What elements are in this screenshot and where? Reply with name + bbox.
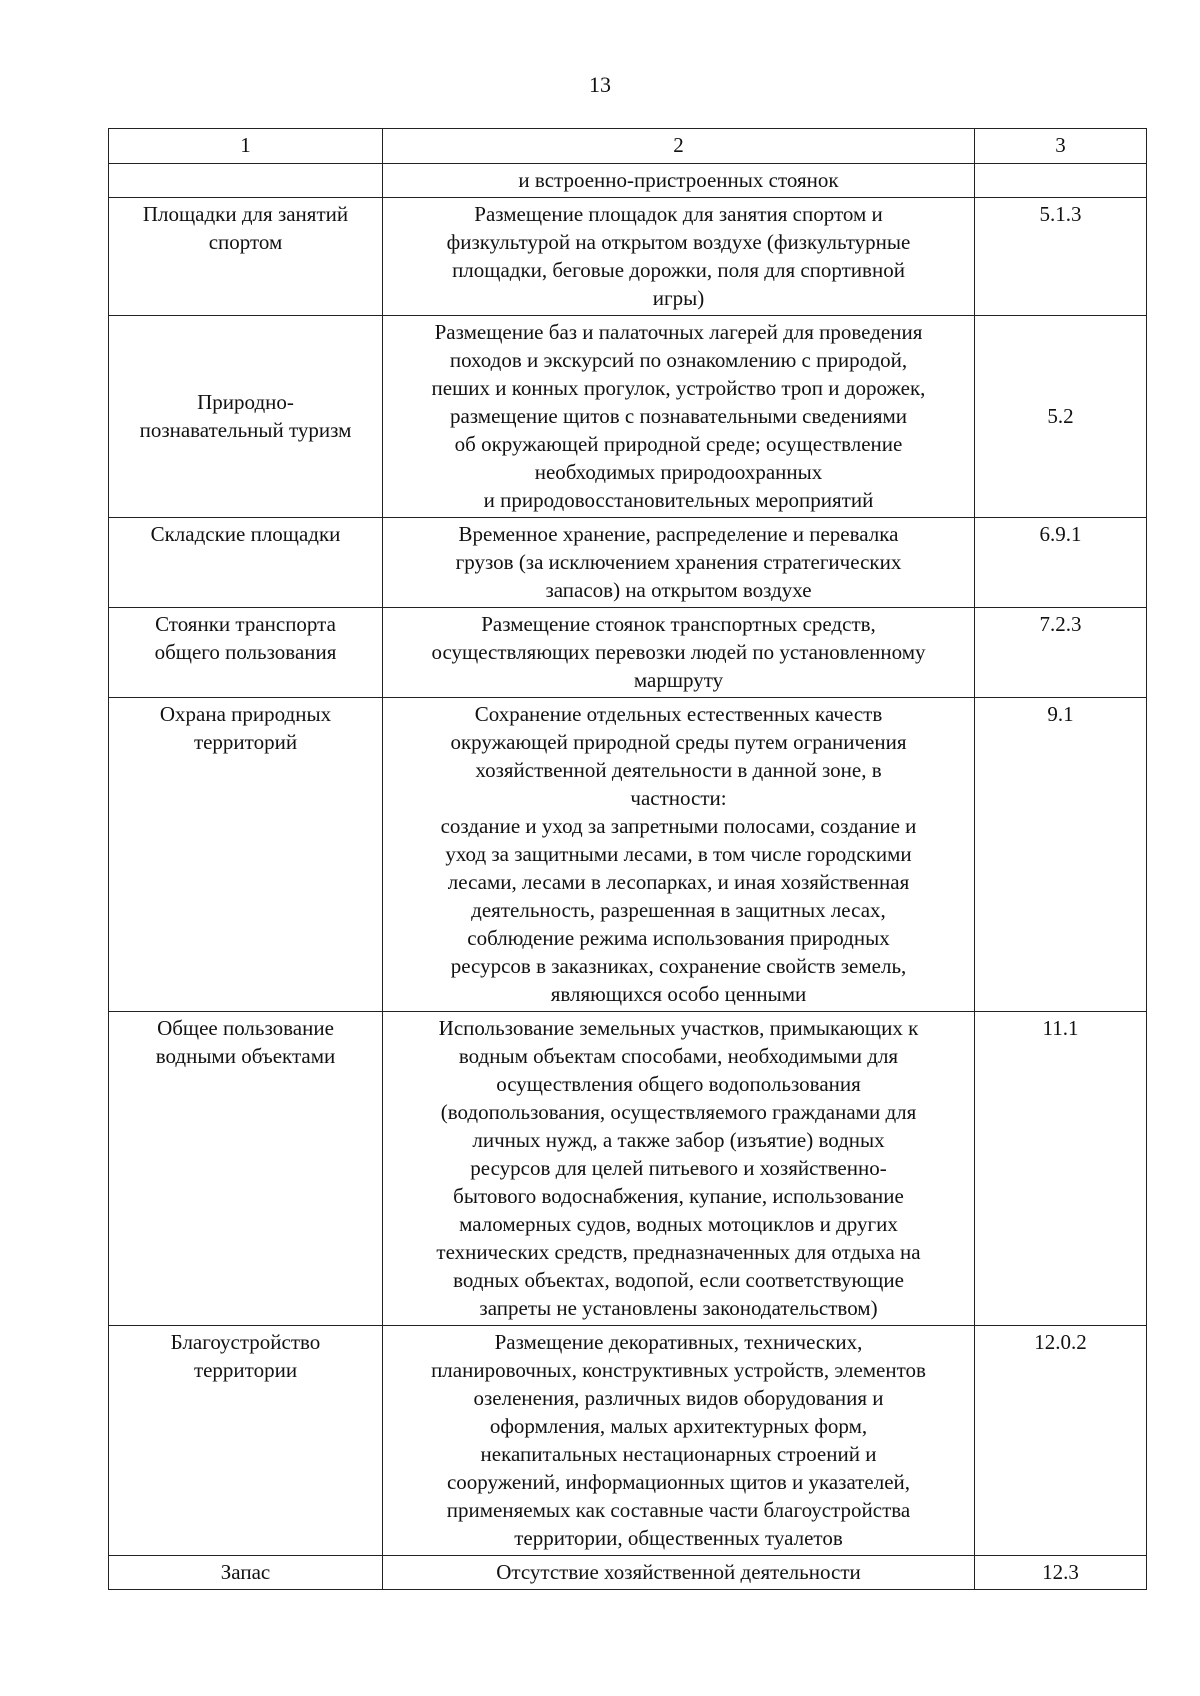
use-code-cell: 7.2.3 xyxy=(975,608,1147,698)
use-name-cell: Благоустройство территории xyxy=(109,1326,383,1556)
table-row xyxy=(109,164,1147,198)
use-name-cell: Стоянки транспорта общего пользования xyxy=(109,608,383,698)
use-description-cell: Размещение стоянок транспортных средств, осуществляющих перевозки людей по установленному маршруту xyxy=(383,608,975,698)
table-row xyxy=(109,198,1147,316)
use-code-cell: 12.3 xyxy=(975,1556,1147,1590)
table-header-row xyxy=(109,129,1147,164)
page-number: 13 xyxy=(589,72,611,97)
header-cell-2: 2 xyxy=(383,129,975,164)
use-code-cell: 5.1.3 xyxy=(975,198,1147,316)
use-code-cell: 12.0.2 xyxy=(975,1326,1147,1556)
table-row xyxy=(109,316,1147,518)
use-name-cell: Площадки для занятий спортом xyxy=(109,198,383,316)
table-row xyxy=(109,1556,1147,1590)
use-description-cell: Отсутствие хозяйственной деятельности xyxy=(383,1556,975,1590)
use-name-cell: Охрана природных территорий xyxy=(109,698,383,1012)
use-code-cell: 5.2 xyxy=(975,316,1147,518)
use-name-cell: Запас xyxy=(109,1556,383,1590)
use-name-cell: Природно- познавательный туризм xyxy=(109,316,383,518)
table-row xyxy=(109,518,1147,608)
header-cell-3: 3 xyxy=(975,129,1147,164)
use-code-cell xyxy=(975,164,1147,198)
use-code-cell: 11.1 xyxy=(975,1012,1147,1326)
use-description-cell: Использование земельных участков, примыкающих к водным объектам способами, необходимыми для осуществления общего водопользования (водопользования, осуществляемого гражданами для личных нужд, а также забор (изъятие) водных ресурсов для целей питьевого и хозяйственно- бытового водоснабжения, купание, использование маломерных судов, водных мотоциклов и других технических средств, предназначенных для отдыха на водных объектах, водопой, если соответствующие запреты не установлены законодательством) xyxy=(383,1012,975,1326)
use-description-cell: Размещение декоративных, технических, планировочных, конструктивных устройств, элементов озеленения, различных видов оборудования и оформления, малых архитектурных форм, некапитальных нестационарных строений и сооружений, информационных щитов и указателей, применяемых как составные части благоустройства территории, общественных туалетов xyxy=(383,1326,975,1556)
use-name-cell: Общее пользование водными объектами xyxy=(109,1012,383,1326)
use-description-cell: и встроенно-пристроенных стоянок xyxy=(383,164,975,198)
table-row xyxy=(109,608,1147,698)
table-row xyxy=(109,698,1147,1012)
use-name-cell: Складские площадки xyxy=(109,518,383,608)
use-description-cell: Размещение площадок для занятия спортом и физкультурой на открытом воздухе (физкультурные площадки, беговые дорожки, поля для спортивной игры) xyxy=(383,198,975,316)
use-code-cell: 9.1 xyxy=(975,698,1147,1012)
use-description-cell: Размещение баз и палаточных лагерей для проведения походов и экскурсий по ознакомлению с природой, пеших и конных прогулок, устройство троп и дорожек, размещение щитов с познавательными сведениями об окружающей природной среде; осуществление необходимых природоохранных и природовосстановительных мероприятий xyxy=(383,316,975,518)
use-description-cell: Сохранение отдельных естественных качеств окружающей природной среды путем ограничения хозяйственной деятельности в данной зоне, в частности: создание и уход за запретными полосами, создание и уход за защитными лесами, в том числе городскими лесами, лесами в лесопарках, и иная хозяйственная деятельность, разрешенная в защитных лесах, соблюдение режима использования природных ресурсов в заказниках, сохранение свойств земель, являющихся особо ценными xyxy=(383,698,975,1012)
permitted-use-table xyxy=(108,128,1147,1590)
use-code-cell: 6.9.1 xyxy=(975,518,1147,608)
use-name-cell xyxy=(109,164,383,198)
header-cell-1: 1 xyxy=(109,129,383,164)
table-row xyxy=(109,1326,1147,1556)
use-description-cell: Временное хранение, распределение и перевалка грузов (за исключением хранения стратегических запасов) на открытом воздухе xyxy=(383,518,975,608)
table-row xyxy=(109,1012,1147,1326)
